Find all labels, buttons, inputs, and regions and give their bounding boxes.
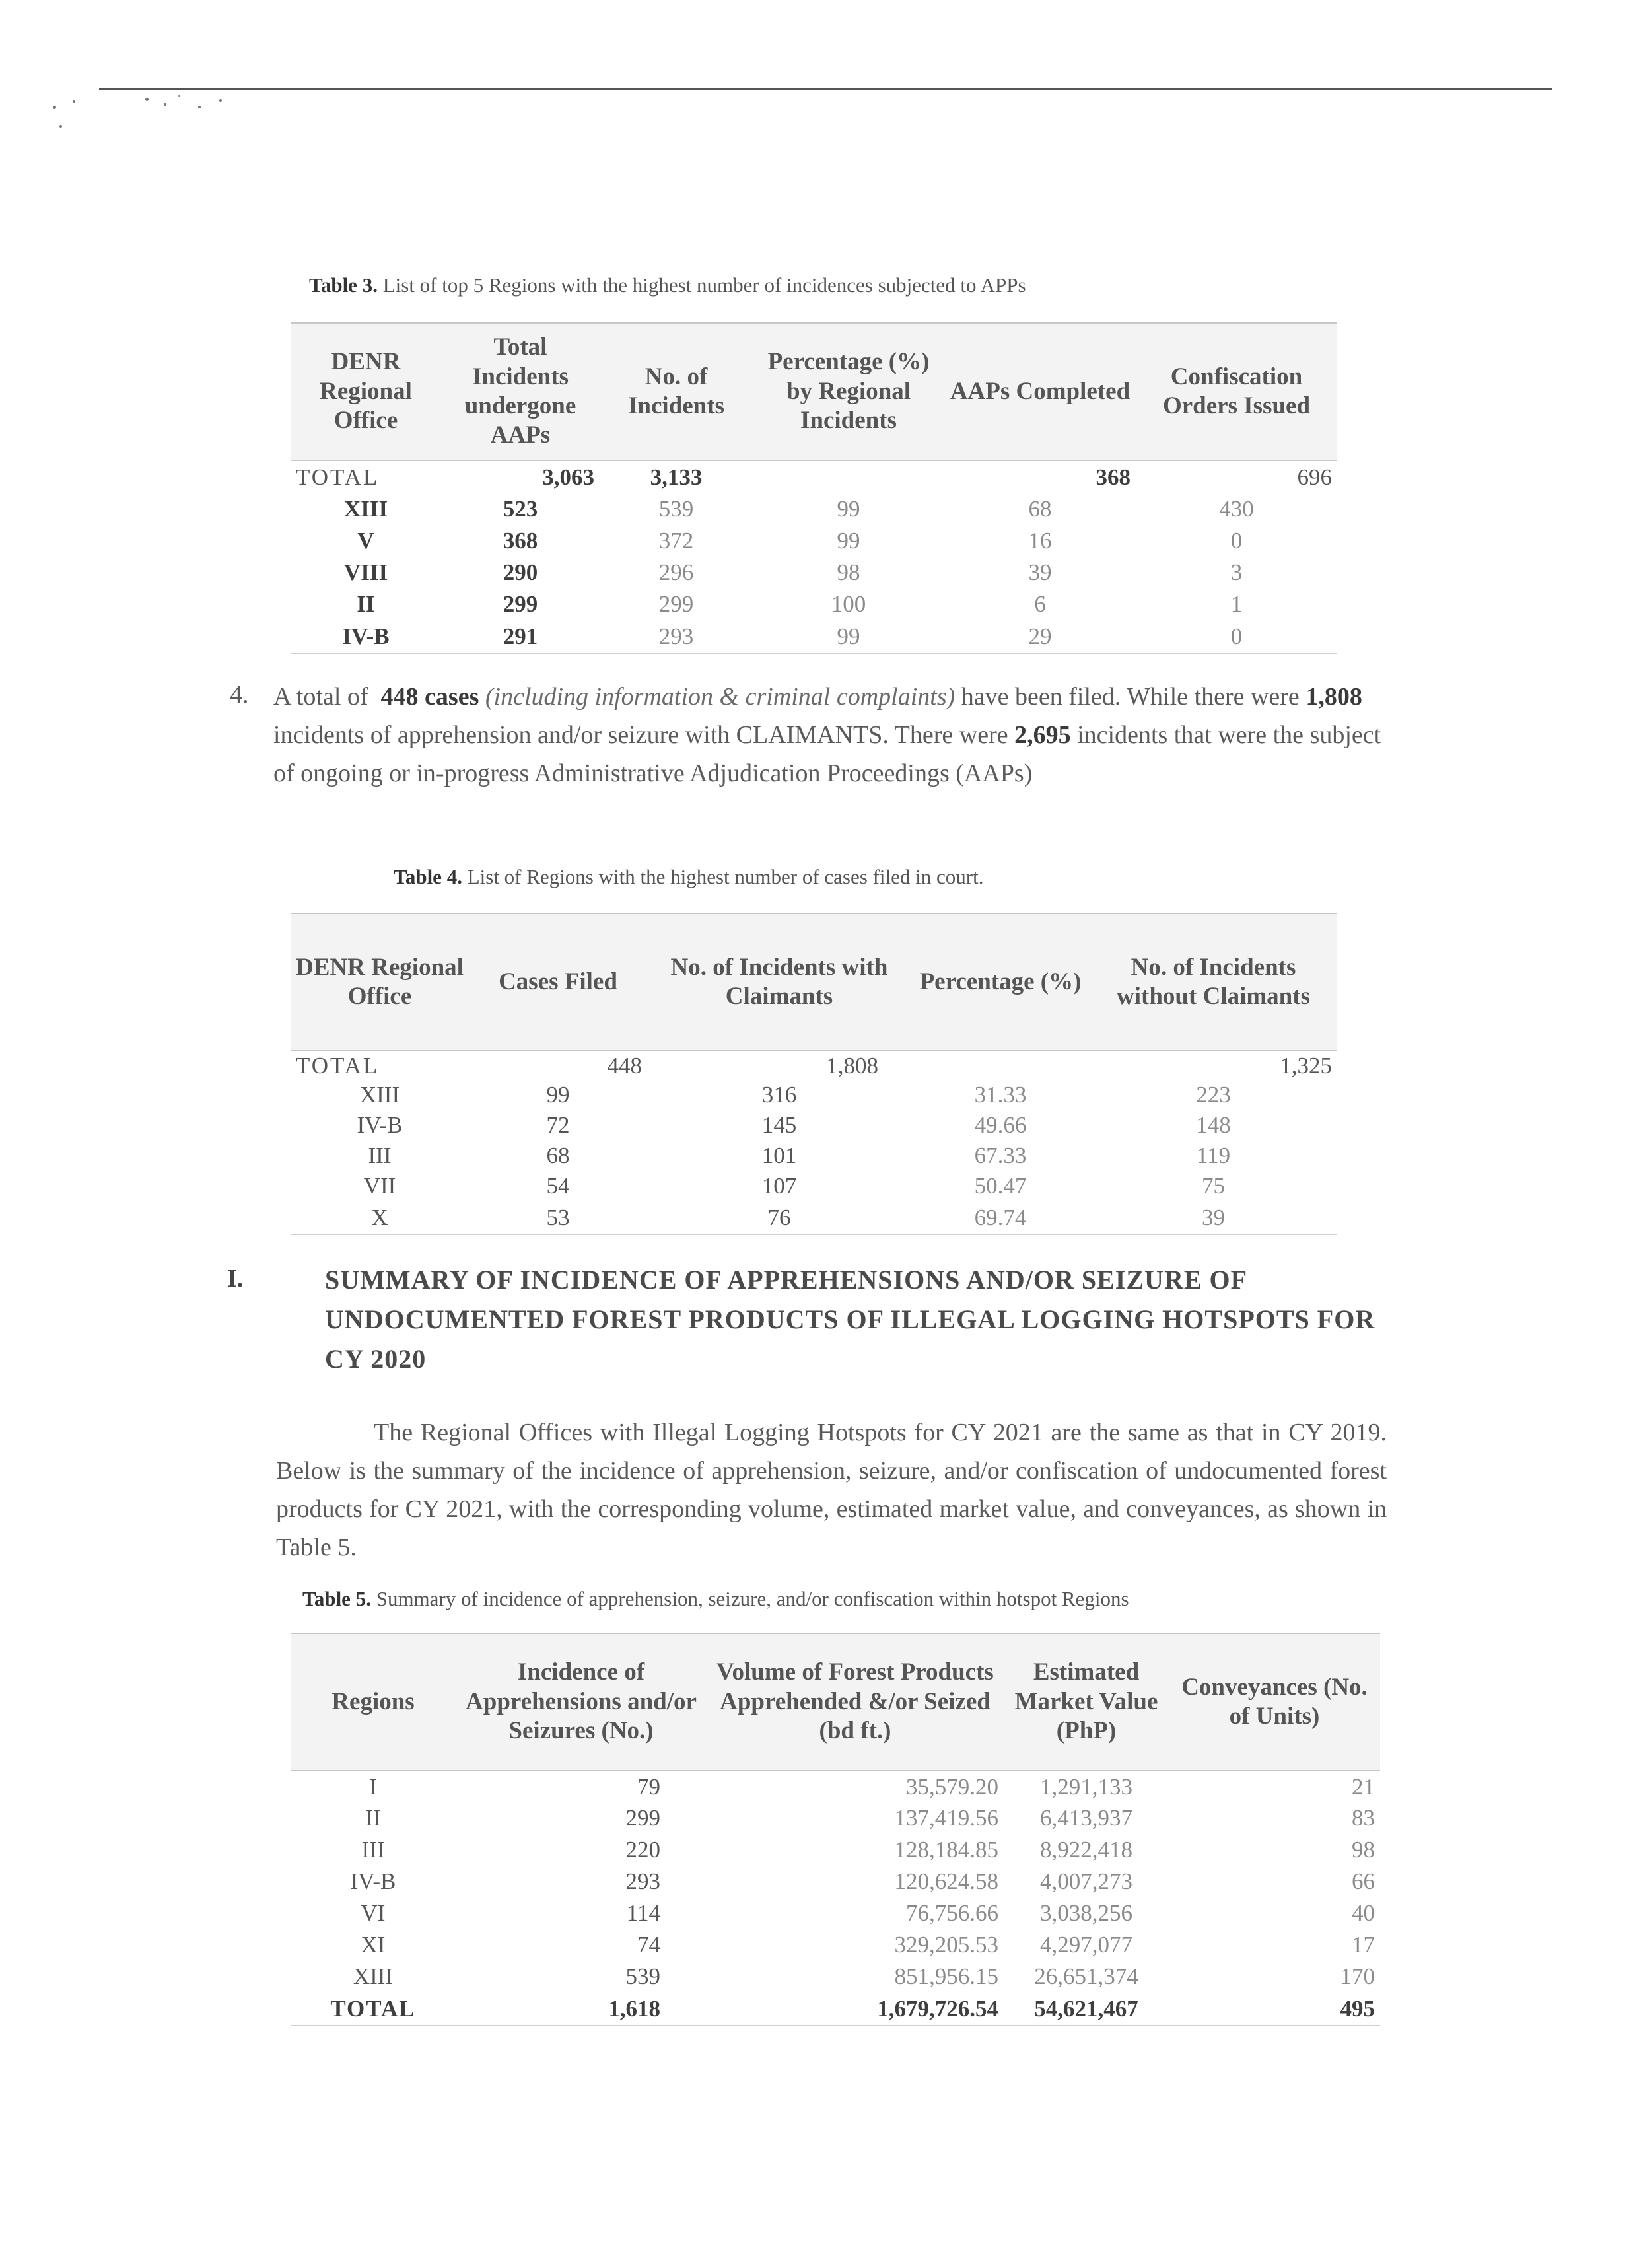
- table5-cell: 35,579.20: [906, 1773, 998, 1800]
- table5-cell: 66: [1352, 1868, 1375, 1894]
- section-paragraph: The Regional Offices with Illegal Logging Hotspots for CY 2021 are the same as that in CY 2019. Below is the summary of the incidence of apprehension, seizure, and/or confiscation of undocumented forest products for CY 2021, with the corresponding volume, estimated market value, and conveyances, as shown in Table 5.: [276, 1419, 1387, 1561]
- table5-cell: 120,624.58: [894, 1868, 998, 1894]
- table5-cell: 79: [637, 1773, 660, 1800]
- table5-cell: XI: [361, 1932, 386, 1958]
- table5-cell: 74: [637, 1932, 660, 1958]
- table4-cell: 1,808: [826, 1052, 878, 1079]
- table4-cell: [911, 1051, 1090, 1080]
- table5-cell: I: [369, 1773, 377, 1800]
- table5-cell: III: [361, 1837, 385, 1862]
- table3-cell: 0: [1230, 528, 1243, 553]
- table4-header: No. of Incidents without Claimants: [1090, 913, 1337, 1051]
- table5-cell: II: [365, 1805, 381, 1831]
- table4-cell: 50.47: [974, 1173, 1027, 1199]
- table3-header: Total Incidents undergone AAPs: [441, 323, 600, 460]
- table-row: [291, 1141, 1337, 1171]
- table3-cell: 290: [503, 559, 538, 585]
- table5-cell: 8,922,418: [1040, 1837, 1132, 1862]
- table5-cell: 851,956.15: [894, 1964, 998, 1989]
- table4-cell: 316: [761, 1082, 797, 1108]
- table4-cell: 68: [546, 1143, 570, 1168]
- table5-cell: TOTAL: [291, 1993, 456, 2026]
- table3-header: Percentage (%) by Regional Incidents: [753, 323, 944, 460]
- table-row: [291, 525, 1337, 557]
- table4-cell: 99: [546, 1082, 570, 1108]
- table5-cell: 220: [625, 1837, 660, 1862]
- table4-cell: VII: [363, 1173, 396, 1199]
- table5-cell: 293: [625, 1868, 660, 1894]
- table3: [291, 322, 1337, 654]
- table5-cell: VI: [361, 1900, 386, 1926]
- table5-cell: XIII: [353, 1964, 394, 1989]
- section-number: I.: [227, 1265, 244, 1293]
- table3-header: AAPs Completed: [944, 323, 1136, 460]
- table4-cell: 54: [546, 1173, 570, 1199]
- table4-caption: Table 4. List of Regions with the highest number of cases filed in court.: [394, 865, 984, 888]
- table3-cell: 68: [1028, 496, 1052, 522]
- table4-cell: 75: [1202, 1173, 1225, 1199]
- table3-cell: 299: [503, 591, 538, 617]
- table5-cell: 1,679,726.54: [707, 1993, 1004, 2026]
- table5-cell: 1,291,133: [1040, 1773, 1132, 1800]
- table-row: [291, 1201, 1337, 1234]
- table3-cell: 3: [1230, 559, 1243, 585]
- table4-total-row: [291, 1051, 1337, 1080]
- table5-header-row: [291, 1633, 1380, 1771]
- table5-cell: 40: [1352, 1900, 1375, 1926]
- table3-cell: 98: [837, 559, 860, 585]
- table4-cell: 72: [546, 1112, 570, 1138]
- table5-cell: 495: [1169, 1993, 1380, 2026]
- table4-header: DENR Regional Office: [291, 913, 469, 1051]
- table3-cell: 100: [831, 591, 866, 617]
- table3-cell: 523: [503, 496, 538, 522]
- table4-cell: 53: [469, 1201, 647, 1234]
- table4-cell: 49.66: [974, 1112, 1027, 1138]
- table-row: [291, 1929, 1380, 1961]
- table4-cell: 1,325: [1280, 1052, 1332, 1079]
- table3-cell: 6: [1034, 591, 1046, 617]
- table3-total-row: [291, 460, 1337, 493]
- table3-cell: 39: [1028, 559, 1052, 585]
- table3-cell: XIII: [343, 496, 388, 522]
- table5-cell: 114: [626, 1900, 660, 1926]
- scan-specks: [46, 86, 264, 139]
- table-row: [291, 1834, 1380, 1866]
- table-row: [291, 588, 1337, 620]
- table3-cell: 430: [1219, 496, 1254, 522]
- table3-caption: Table 3. List of top 5 Regions with the highest number of incidences subjected to APPs: [309, 273, 1026, 297]
- table3-header: No. of Incidents: [600, 323, 753, 460]
- table3-cell: 296: [658, 559, 694, 585]
- table3-cell: 3,063: [542, 464, 594, 490]
- table5-caption: Table 5. Summary of incidence of apprehension, seizure, and/or confiscation within hotspot Regions: [302, 1587, 1129, 1610]
- table3-cell: 372: [658, 528, 694, 553]
- table4-cell: XIII: [359, 1082, 400, 1108]
- table3-cell: V: [357, 528, 374, 553]
- table5-cell: 54,621,467: [1004, 1993, 1169, 2026]
- table3-cell: 1: [1230, 591, 1243, 617]
- table3-cell: 299: [658, 591, 694, 617]
- table5-cell: 137,419.56: [894, 1805, 998, 1831]
- table3-cell: 3,133: [650, 464, 703, 490]
- table5-header: Estimated Market Value (PhP): [1004, 1633, 1169, 1771]
- table-row: [291, 1866, 1380, 1897]
- table5-cell: 1,618: [456, 1993, 707, 2026]
- table3-cell: [753, 460, 944, 493]
- table4-cell: 148: [1196, 1112, 1231, 1138]
- table4-header: Percentage (%): [911, 913, 1090, 1051]
- table-row: [291, 620, 1337, 653]
- item4-number: 4.: [230, 681, 249, 709]
- table4-cell: 145: [761, 1112, 797, 1138]
- table4-cell: 31.33: [974, 1082, 1027, 1108]
- table5-cell: 98: [1352, 1837, 1375, 1862]
- table-row: [291, 1897, 1380, 1929]
- table-row: [291, 1110, 1337, 1141]
- table5-total-row: [291, 1993, 1380, 2026]
- table4-cell: 223: [1196, 1082, 1231, 1108]
- table5-cell: 4,297,077: [1040, 1932, 1132, 1958]
- table4-cell: 107: [761, 1173, 797, 1199]
- table4-cell: X: [291, 1201, 469, 1234]
- item4-paragraph: A total of 448 cases (including information & criminal complaints) have been filed. While there were 1,808 incidents of apprehension and/or seizure with CLAIMANTS. There were 2,695 incidents that were the subject of ongoing or in-progress Administrative Adjudication Proceedings (AAPs): [273, 683, 1381, 787]
- table3-cell: TOTAL: [296, 464, 380, 490]
- table3-cell: VIII: [343, 559, 388, 585]
- table5-cell: 539: [625, 1964, 660, 1989]
- table3-cell: 539: [658, 496, 694, 522]
- table3-cell: IV-B: [291, 620, 441, 653]
- table5-cell: 128,184.85: [894, 1837, 998, 1862]
- section-title: SUMMARY OF INCIDENCE OF APPREHENSIONS AND/OR SEIZURE OF UNDOCUMENTED FOREST PRODUCTS OF ILLEGAL LOGGING HOTSPOTS FOR CY 2020: [325, 1265, 1375, 1374]
- table3-cell: 16: [1028, 528, 1052, 553]
- table5: [291, 1633, 1380, 2026]
- table4-cell: 67.33: [974, 1143, 1027, 1168]
- table4-header: Cases Filed: [469, 913, 647, 1051]
- table5-header: Volume of Forest Products Apprehended &/or Seized (bd ft.): [707, 1633, 1004, 1771]
- table3-cell: 99: [837, 496, 860, 522]
- table3-cell: II: [357, 591, 375, 617]
- table-row: [291, 1961, 1380, 1993]
- table4-cell: 39: [1090, 1201, 1337, 1234]
- table-row: [291, 1802, 1380, 1834]
- table4-cell: TOTAL: [296, 1052, 380, 1079]
- table4: [291, 913, 1337, 1235]
- table5-cell: 4,007,273: [1040, 1868, 1132, 1894]
- table-row: [291, 1171, 1337, 1201]
- table5-cell: 76,756.66: [906, 1900, 998, 1926]
- table5-header: Regions: [291, 1633, 456, 1771]
- table3-header-row: [291, 323, 1337, 460]
- table-row: [291, 1771, 1380, 1802]
- table4-header: No. of Incidents with Claimants: [647, 913, 911, 1051]
- table4-cell: 69.74: [911, 1201, 1090, 1234]
- table3-cell: 99: [753, 620, 944, 653]
- table3-cell: 368: [1096, 464, 1131, 490]
- table-row: [291, 493, 1337, 525]
- table-row: [291, 1080, 1337, 1110]
- table5-cell: 17: [1352, 1932, 1375, 1958]
- table4-cell: 101: [761, 1143, 797, 1168]
- table3-cell: 99: [837, 528, 860, 553]
- table3-cell: 368: [503, 528, 538, 553]
- table3-cell: 696: [1297, 464, 1332, 490]
- table5-header: Incidence of Apprehensions and/or Seizures (No.): [456, 1633, 707, 1771]
- table3-cell: 293: [600, 620, 753, 653]
- table4-cell: IV-B: [357, 1112, 403, 1138]
- table5-cell: IV-B: [350, 1868, 396, 1894]
- table3-cell: 0: [1136, 620, 1337, 653]
- page-header-rule: [99, 88, 1552, 90]
- table5-header: Conveyances (No. of Units): [1169, 1633, 1380, 1771]
- table5-cell: 6,413,937: [1040, 1805, 1132, 1831]
- table5-cell: 21: [1352, 1773, 1375, 1800]
- table4-cell: III: [368, 1143, 392, 1168]
- table5-cell: 329,205.53: [894, 1932, 998, 1958]
- table-row: [291, 557, 1337, 588]
- table5-cell: 170: [1340, 1964, 1375, 1989]
- table5-cell: 83: [1352, 1805, 1375, 1831]
- table4-header-row: [291, 913, 1337, 1051]
- table3-cell: 29: [944, 620, 1136, 653]
- table4-cell: 119: [1196, 1143, 1231, 1168]
- table5-cell: 299: [625, 1805, 660, 1831]
- table4-cell: 76: [647, 1201, 911, 1234]
- table3-header: Confiscation Orders Issued: [1136, 323, 1337, 460]
- table5-cell: 26,651,374: [1034, 1964, 1138, 1989]
- table3-header: DENR Regional Office: [291, 323, 441, 460]
- table5-cell: 3,038,256: [1040, 1900, 1132, 1926]
- table4-cell: 448: [607, 1052, 642, 1079]
- table3-cell: 291: [441, 620, 600, 653]
